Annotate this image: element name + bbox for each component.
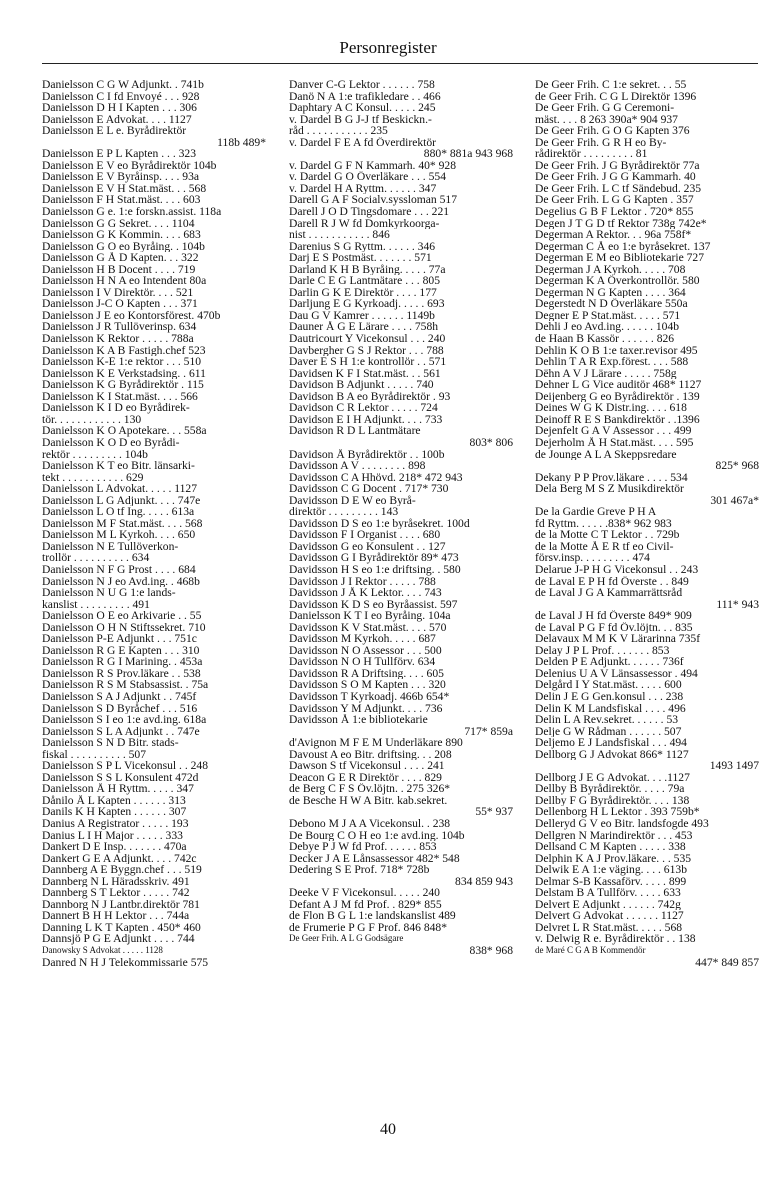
register-entry: Danielsson S D Byråchef . . . 516 — [42, 702, 198, 715]
register-entry: Danielsson K O D eo Byrådi- — [42, 436, 180, 449]
register-entry: Debye P J W fd Prof. . . . . . 853 — [289, 841, 437, 853]
register-entry: Davidsson A V . . . . . . . . 898 — [289, 460, 426, 472]
register-entry: Deeke V F Vicekonsul. . . . . 240 — [289, 887, 440, 899]
register-entry: de la Motte Å E R tf eo Civil- — [535, 540, 674, 553]
register-entry: de Maré C G A B Kommendör — [535, 945, 646, 956]
register-entry: Deacon G E R Direktör . . . . 829 — [289, 771, 442, 784]
register-entry: Danielsson D H I Kapten . . . 306 — [42, 102, 197, 114]
register-entry: Darell R J W fd Domkyrkoorga- — [289, 217, 440, 230]
register-entry: 825* 968 — [715, 460, 759, 472]
register-entry: Davoust A eo Bitr. driftsing. . . 208 — [289, 748, 452, 761]
register-entry: Davidson B A eo Byrådirektör . 93 — [289, 390, 451, 403]
register-entry: Danielsson O H N Stiftssekret. 710 — [42, 621, 206, 634]
register-entry: De Geer Frih. G R H eo By- — [535, 136, 667, 149]
register-entry: Danielsson E L e. Byrådirektör — [42, 125, 187, 137]
register-entry: Dehlin T A R Exp.förest. . . . 588 — [535, 356, 689, 368]
register-entry: Danielsson N E Tullöverkon- — [42, 540, 179, 553]
register-entry: råd . . . . . . . . . . . 235 — [289, 125, 388, 137]
register-entry: Danielsson N F G Prost . . . . 684 — [42, 563, 196, 576]
register-entry: Danielsson M F Stat.mäst. . . . 568 — [42, 517, 203, 530]
register-entry: Davidsson Å 1:e bibliotekarie — [289, 714, 428, 726]
register-entry: Danielsson E Advokat. . . . 1127 — [42, 113, 192, 126]
register-entry: v. Dardel H A Ryttm. . . . . . 347 — [289, 182, 437, 195]
register-entry: Davidson C R Lektor . . . . . 724 — [289, 402, 438, 414]
register-entry: Danowsky S Advokat . . . . . 1128 — [42, 945, 163, 956]
register-entry: Davidsson N O Assessor . . . 500 — [289, 644, 442, 657]
register-entry: Danielsson P-E Adjunkt . . . 751c — [42, 633, 197, 645]
register-entry: rektör . . . . . . . . . 104b — [42, 448, 148, 461]
register-entry: de Haan B Kassör . . . . . . 826 — [535, 333, 675, 345]
register-entry: Delvert G Advokat . . . . . . 1127 — [535, 910, 684, 922]
register-column-2 — [289, 79, 513, 957]
register-entry: Danielsson S S L Konsulent 472d — [42, 771, 199, 784]
register-entry: Danielsson K I D eo Byrådirek- — [42, 402, 190, 414]
register-entry: Darell G A F Socialv.syssloman 517 — [289, 194, 457, 207]
header-rule — [42, 63, 758, 64]
register-entry: Delenius U A V Länsassessor . 494 — [535, 667, 698, 680]
register-entry: Danielsson N U G 1:e lands- — [42, 587, 176, 599]
register-entry: Danielsson G O eo Byråing. . 104b — [42, 240, 205, 253]
register-entry: Delphin K A J Prov.läkare. . . 535 — [535, 852, 692, 865]
register-entry: tekt . . . . . . . . . . . 629 — [42, 471, 144, 484]
register-entry: Dellgren N Marindirektör . . . 453 — [535, 829, 693, 842]
register-entry: De Geer Frih. A L G Godsägare — [289, 933, 404, 944]
register-entry: Dejerholm Å H Stat.mäst. . . . 595 — [535, 436, 694, 449]
register-column-1 — [42, 79, 266, 968]
register-entry: Danielsson L Advokat. . . . . 1127 — [42, 483, 197, 495]
register-entry: Deinoff R E S Bankdirektör . .1396 — [535, 413, 700, 426]
register-entry: Degerman C Å eo 1:e byråsekret. 137 — [535, 240, 711, 253]
register-entry: Davidson E I H Adjunkt. . . . 733 — [289, 413, 443, 426]
register-entry: Delin J E G Gen.konsul . . . 238 — [535, 690, 684, 703]
register-entry: Degerman A Rektor. . . 96a 758f* — [535, 229, 692, 241]
register-entry: Danielsson S I eo 1:e avd.ing. 618a — [42, 714, 207, 726]
register-entry: 880* 881a 943 968 — [423, 148, 513, 160]
register-entry: Dehner L G Vice auditör 468* 1127 — [535, 379, 702, 391]
register-entry: Danielsson N J eo Avd.ing. . 468b — [42, 575, 200, 588]
register-entry: Davidsson J Å K Lektor. . . . 743 — [289, 587, 442, 599]
register-entry: v. Dardel G F N Kammarh. 40* 928 — [289, 159, 457, 172]
register-entry: 111* 943 — [716, 598, 759, 611]
register-entry: de Laval J H fd Överste 849* 909 — [535, 610, 692, 622]
register-entry: De Geer Frih. J G G Kammarh. 40 — [535, 171, 696, 183]
register-entry: Dehli J eo Avd.ing. . . . . . 104b — [535, 321, 680, 334]
register-entry: Delleryd G V eo Bitr. landsfogde 493 — [535, 818, 709, 830]
register-entry: Dannberg A E Byggn.chef . . . 519 — [42, 864, 202, 876]
register-entry: Danielsson Å H Ryttm. . . . . 347 — [42, 783, 194, 795]
register-entry: Danielsson L O tf Ing. . . . . 613a — [42, 506, 195, 518]
register-entry: Darlin G K E Direktör . . . . 177 — [289, 286, 437, 299]
register-entry: Danielsson O E eo Arkivarie . . 55 — [42, 610, 202, 622]
register-entry: 55* 937 — [475, 806, 513, 818]
register-entry: Davidsson G I Byrådirektör 89* 473 — [289, 552, 459, 564]
register-entry: Davidsson C A Hhövd. 218* 472 943 — [289, 471, 463, 484]
register-entry: 834 859 943 — [455, 875, 513, 888]
register-entry: Delstam B A Tullförv. . . . . 633 — [535, 887, 681, 899]
register-entry: de la Motte C T Lektor . . 729b — [535, 529, 680, 541]
register-entry: Dannert B H H Lektor . . . 744a — [42, 910, 190, 922]
register-entry: Dekany P P Prov.läkare . . . . 534 — [535, 471, 688, 484]
register-entry: Dau G V Kamrer . . . . . . 1149b — [289, 309, 435, 322]
register-entry: de Laval E P H fd Överste . . 849 — [535, 575, 689, 588]
register-entry: Danielsson J E eo Kontorsförest. 470b — [42, 309, 221, 322]
register-entry: Dawson S tf Vicekonsul . . . . 241 — [289, 760, 445, 772]
register-entry: de Flon B G L 1:e landskanslist 489 — [289, 910, 456, 922]
register-entry: Degerman N G Kapten . . . . 364 — [535, 286, 686, 299]
register-entry: Danielsson I V Direktör. . . . 521 — [42, 286, 194, 299]
register-entry: de Besche H W A Bitr. kab.sekret. — [289, 794, 448, 807]
register-entry: 717* 859a — [464, 725, 513, 738]
register-entry: Defant A J M fd Prof. . 829* 855 — [289, 898, 442, 911]
register-entry: De Geer Frih. J G Byrådirektör 77a — [535, 159, 700, 172]
register-entry: Deines W G K Distr.ing. . . . 618 — [535, 402, 687, 414]
register-entry: Dannberg N L Häradsskriv. 491 — [42, 875, 190, 888]
register-entry: Dellby F G Byrådirektör. . . . 138 — [535, 794, 690, 807]
register-entry: Davidsson K V Stat.mäst. . . . 570 — [289, 621, 447, 634]
register-entry: direktör . . . . . . . . . 143 — [289, 506, 399, 518]
page-title: Personregister — [339, 38, 437, 57]
register-entry: Davidsson H S eo 1:e driftsing. . 580 — [289, 563, 461, 576]
register-entry: Dånilo Å L Kapten . . . . . . 313 — [42, 794, 186, 807]
register-entry: Davidsson D S eo 1:e byråsekret. 100d — [289, 517, 470, 530]
register-entry: Dellsand C M Kapten . . . . . 338 — [535, 841, 686, 853]
register-entry: de Berg C F S Öv.löjtn. . 275 326* — [289, 783, 451, 795]
register-entry: Danielsson R S M Stabsassist. . 75a — [42, 679, 209, 691]
register-entry: Debono M J A A Vicekonsul. . 238 — [289, 818, 451, 830]
register-entry: Danielsson S L A Adjunkt . . 747e — [42, 725, 200, 738]
register-entry: Delin L A Rev.sekret. . . . . . 53 — [535, 714, 679, 726]
register-entry: nist . . . . . . . . . . . 846 — [289, 229, 390, 241]
register-entry: fd Ryttm. . . . . .838* 962 983 — [535, 517, 672, 530]
register-entry: Davidson B Adjunkt . . . . . 740 — [289, 379, 434, 391]
register-entry: Deljemo E J Landsfiskal . . . 494 — [535, 737, 687, 749]
register-entry: 838* 968 — [469, 945, 513, 957]
register-entry: De Geer Frih. L C tf Sändebud. 235 — [535, 182, 702, 195]
register-entry: Darle C E G Lantmätare . . . 805 — [289, 275, 440, 287]
register-entry: Dëhn A V J Lärare . . . . . 758g — [535, 367, 677, 380]
register-entry: Davidsson S O M Kapten . . . 320 — [289, 679, 446, 691]
register-entry: Delin K M Landsfiskal . . . . 496 — [535, 702, 686, 715]
register-entry: de Jounge A L A Skeppsredare — [535, 448, 677, 461]
register-entry: 118b 489* — [217, 136, 266, 149]
register-entry: Danielsson H N A eo Intendent 80a — [42, 275, 207, 287]
register-entry: kanslist . . . . . . . . . 491 — [42, 598, 150, 611]
register-entry: Davidsson R A Driftsing. . . . 605 — [289, 667, 444, 680]
register-entry: Delmar S-B Kassaförv. . . . . 899 — [535, 875, 687, 888]
register-entry: Danielsson K E Verkstadsing. . 611 — [42, 367, 206, 380]
register-entry: fiskal . . . . . . . . . . 507 — [42, 748, 147, 761]
register-entry: Danielsson K T eo Bitr. länsarki- — [42, 460, 195, 472]
register-entry: Danö N A 1:e trafikledare . . 466 — [289, 90, 441, 103]
register-entry: De Geer Frih. G G Ceremoni- — [535, 102, 675, 114]
register-entry: Dellborg J E G Advokat. . . .1127 — [535, 771, 690, 784]
register-entry: de Geer Frih. C G L Direktör 1396 — [535, 90, 697, 103]
register-entry: Danielsson C I fd Envoyé . . . 928 — [42, 90, 200, 103]
register-entry: Delje G W Rådman . . . . . . 507 — [535, 725, 682, 738]
register-entry: Danielsson H B Docent . . . . 719 — [42, 263, 196, 276]
register-entry: De Geer Frih. G O G Kapten 376 — [535, 125, 690, 137]
register-entry: Delay J P L Prof. . . . . . . 853 — [535, 644, 670, 657]
register-entry: v. Dardel G O Överläkare . . . 554 — [289, 171, 446, 183]
register-entry: Danielsson K A B Fastigh.chef 523 — [42, 344, 206, 357]
register-entry: Danielsson R S Prov.läkare . . 538 — [42, 667, 201, 680]
register-entry: Dannborg N J Lantbr.direktör 781 — [42, 898, 200, 911]
register-entry: Dejenfelt G A V Assessor . . . 499 — [535, 425, 692, 437]
register-entry: Danils K H Kapten . . . . . . 307 — [42, 806, 187, 818]
register-entry: Dannsjö P G E Adjunkt . . . . 744 — [42, 933, 195, 946]
register-entry: Davbergher G S J Rektor . . . 788 — [289, 344, 444, 357]
register-entry: Dellby B Byrådirektör. . . . . 79a — [535, 783, 685, 795]
register-entry: Davidsson J I Rektor . . . . . 788 — [289, 575, 436, 588]
register-entry: Danielsson K T I eo Byråing. 104a — [289, 610, 451, 622]
register-entry: Degerman K A Överkontrollör. 580 — [535, 275, 700, 287]
register-entry: Davidsson T Kyrkoadj. 466b 654* — [289, 690, 450, 703]
register-entry: Danielsson K Rektor . . . . . 788a — [42, 333, 194, 345]
register-entry: v. Dardel B G J-J tf Beskickn.- — [289, 113, 432, 126]
register-entry: Danielsson S A J Adjunkt . . 745f — [42, 690, 197, 703]
register-entry: 301 467a* — [710, 494, 759, 507]
register-entry: Danred N H J Telekommissarie 575 — [42, 956, 209, 969]
register-entry: Dankert D E Insp. . . . . . . 470a — [42, 841, 187, 853]
register-entry: Dellborg G J Advokat 866* 1127 — [535, 748, 689, 761]
register-entry: Davidsson D E W eo Byrå- — [289, 494, 416, 507]
register-entry: Degner E P Stat.mäst. . . . . 571 — [535, 309, 681, 322]
register-entry: Danielsson E V H Stat.mäst. . . 568 — [42, 182, 207, 195]
register-entry: Davidson R D L Lantmätare — [289, 425, 421, 437]
register-entry: rådirektör . . . . . . . . . 81 — [535, 148, 648, 160]
register-entry: Danielsson G Å D Kapten. . . 322 — [42, 252, 199, 264]
register-entry: Daver E S H 1:e kontrollör . . 571 — [289, 356, 447, 368]
register-entry: Dannberg S T Lektor . . . . . 742 — [42, 887, 190, 899]
register-entry: Davidsson K D S eo Byråassist. 597 — [289, 598, 458, 611]
register-entry: Danielsson F H Stat.mäst. . . . 603 — [42, 194, 201, 207]
register-entry: Davidson Å Byrådirektör . . 100b — [289, 448, 445, 461]
register-entry: Danver C-G Lektor . . . . . . 758 — [289, 79, 435, 91]
register-entry: Danielsson K-E 1:e rektor . . . 510 — [42, 356, 202, 368]
register-entry: Davidsson M Kyrkoh. . . . . 687 — [289, 633, 436, 645]
register-entry: Darj E S Postmäst. . . . . . . 571 — [289, 252, 432, 264]
register-entry: Danning L K T Kapten . 450* 460 — [42, 921, 201, 934]
register-entry: Dellenborg H L Lektor . 393 759b* — [535, 806, 700, 818]
register-entry: Degerstedt N D Överläkare 550a — [535, 298, 688, 310]
register-entry: Dautricourt Y Vicekonsul . . . 240 — [289, 333, 446, 345]
register-entry: Degerman E M eo Bibliotekarie 727 — [535, 252, 705, 264]
register-entry: Delarue J-P H G Vicekonsul . . 243 — [535, 563, 699, 576]
register-entry: De la Gardie Greve P H A — [535, 506, 657, 518]
register-entry: trollör . . . . . . . . . . 634 — [42, 552, 150, 564]
register-entry: Darell J O D Tingsdomare . . . 221 — [289, 206, 450, 218]
register-entry: Davidsson N O H Tullförv. 634 — [289, 656, 436, 668]
register-entry: Davidsson G eo Konsulent . . 127 — [289, 540, 446, 553]
register-entry: 447* 849 857 — [695, 956, 759, 969]
register-entry: Degerman J A Kyrkoh. . . . . 708 — [535, 263, 686, 276]
register-entry: Dauner Å G E Lärare . . . . 758h — [289, 321, 439, 334]
register-entry: Danielsson S P L Vicekonsul . . 248 — [42, 760, 209, 772]
register-entry: Danielsson J R Tullöverinsp. 634 — [42, 321, 197, 334]
register-entry: Delvert E Adjunkt . . . . . . 742g — [535, 898, 681, 911]
register-entry: Delgård I Y Stat.mäst. . . . . 600 — [535, 679, 682, 691]
register-entry: d'Avignon M F E M Underläkare 890 — [289, 737, 463, 749]
register-entry: Dehlin K O B 1:e taxer.revisor 495 — [535, 344, 698, 357]
register-entry: Danielsson C G W Adjunkt. . 741b — [42, 79, 204, 91]
register-entry: Davidsson C G Docent . 717* 730 — [289, 483, 449, 495]
register-entry: Danielsson J-C O Kapten . . . 371 — [42, 298, 198, 310]
register-entry: Danielsson G e. 1:e forskn.assist. 118a — [42, 206, 222, 218]
register-entry: 1493 1497 — [709, 760, 759, 772]
register-entry: mäst. . . . 8 263 390a* 904 937 — [535, 113, 678, 126]
register-entry: Darenius S G Ryttm. . . . . . 346 — [289, 240, 436, 253]
register-entry: Delden P E Adjunkt. . . . . . 736f — [535, 656, 684, 668]
register-entry: de Frumerie P G F Prof. 846 848* — [289, 921, 448, 934]
register-entry: Danielsson E V eo Byrådirektör 104b — [42, 159, 217, 172]
register-entry: Danielsson R G E Kapten . . . 310 — [42, 644, 200, 657]
register-entry: Degen J T G D tf Rektor 738g 742e* — [535, 217, 707, 230]
register-entry: Danielsson G K Kommin. . . . 683 — [42, 229, 201, 241]
register-entry: de Laval J G A Kammarrättsråd — [535, 587, 683, 599]
register-entry: De Bourg C O H eo 1:e avd.ing. 104b — [289, 829, 465, 842]
register-entry: Davidsson F I Organist . . . . 680 — [289, 529, 441, 541]
register-entry: De Geer Frih. L G G Kapten . 357 — [535, 194, 694, 207]
register-entry: Danielsson K O Apotekare. . . 558a — [42, 425, 207, 437]
register-entry: Davidsen K F I Stat.mäst. . . 561 — [289, 367, 441, 380]
register-entry: Danielsson L G Adjunkt. . . . 747e — [42, 494, 201, 507]
register-entry: Danielsson G G Sekret. . . . 1104 — [42, 217, 195, 230]
register-entry: Delavaux M M K V Lärarinna 735f — [535, 633, 701, 645]
register-entry: Danielsson S N D Bitr. stads- — [42, 737, 179, 749]
register-entry: Danielsson E V Byråinsp. . . . 93a — [42, 171, 200, 183]
register-entry: Danielsson K I Stat.mäst. . . . 566 — [42, 390, 198, 403]
register-entry: v. Dardel F E A fd Överdirektör — [289, 136, 437, 149]
register-entry: Danius L I H Major . . . . . 333 — [42, 829, 183, 842]
register-entry: Delvret L R Stat.mäst. . . . . 568 — [535, 921, 683, 934]
register-entry: Dela Berg M S Z Musikdirektör — [535, 483, 684, 495]
register-entry: Decker J A E Lånsassessor 482* 548 — [289, 852, 460, 865]
register-entry: Davidsson Y M Adjunkt. . . . 736 — [289, 702, 443, 715]
register-entry: v. Delwig R e. Byrådirektör . . 138 — [535, 933, 696, 946]
register-entry: Degelius G B F Lektor . 720* 855 — [535, 206, 694, 218]
register-entry: Danielsson R G I Marining. . 453a — [42, 656, 203, 668]
register-entry: Dankert G E A Adjunkt. . . . 742c — [42, 852, 197, 865]
register-entry: 803* 806 — [469, 436, 513, 449]
register-entry: Darljung E G Kyrkoadj. . . . . 693 — [289, 298, 445, 310]
register-entry: Darland K H B Byråing. . . . . 77a — [289, 263, 446, 276]
register-entry: Danielsson E P L Kapten . . . 323 — [42, 148, 197, 160]
register-entry: tör. . . . . . . . . . . . 130 — [42, 413, 142, 426]
register-entry: Danielsson M L Kyrkoh. . . . 650 — [42, 529, 196, 541]
register-entry: försv.insp. . . . . . . . . 474 — [535, 552, 650, 564]
page-number: 40 — [380, 1121, 396, 1138]
register-entry: Dedering S E Prof. 718* 728b — [289, 864, 430, 876]
register-entry: Danielsson K G Byrådirektör . 115 — [42, 379, 204, 391]
register-entry: Delwik E A 1:e väging. . . . 613b — [535, 864, 687, 876]
register-entry: Daphtary A C Konsul. . . . . 245 — [289, 102, 436, 114]
register-column-3 — [535, 79, 759, 968]
register-entry: Deijenberg G eo Byrådirektör . 139 — [535, 390, 700, 403]
register-entry: Danius A Registrator . . . . . 193 — [42, 818, 189, 830]
register-entry: De Geer Frih. C 1:e sekret. . . 55 — [535, 79, 687, 91]
register-entry: de Laval P G F fd Öv.löjtn. . . 835 — [535, 621, 693, 634]
